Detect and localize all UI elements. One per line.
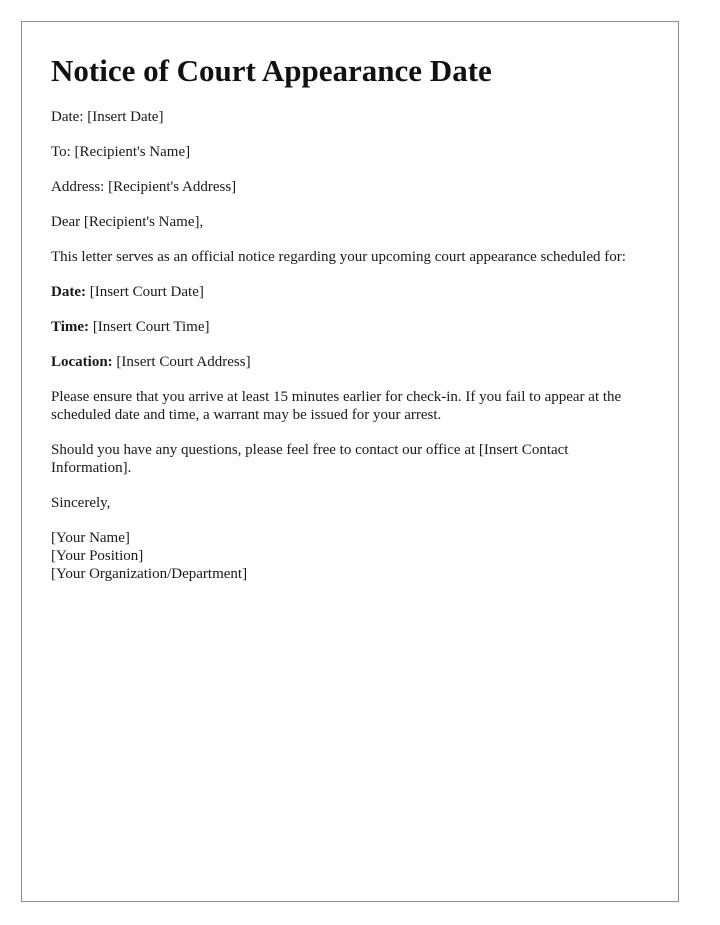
letter-title: Notice of Court Appearance Date	[51, 53, 492, 88]
signature-organization: [Your Organization/Department]	[51, 566, 248, 582]
court-location-value: [Insert Court Address]	[112, 354, 251, 370]
court-time-label: Time:	[51, 319, 90, 335]
date-line: Date: [Insert Date]	[51, 109, 164, 125]
signature-name: [Your Name]	[51, 530, 130, 546]
to-line: To: [Recipient's Name]	[51, 144, 191, 160]
instructions-paragraph: Please ensure that you arrive at least 15 minutes earlier for check-in. If you fail to appear at the scheduled date and time, a warrant may be issued for your arrest.	[51, 389, 622, 423]
court-date-line	[51, 283, 651, 301]
letter-content	[51, 52, 651, 583]
court-location-label: Location:	[51, 354, 113, 370]
court-location-line	[51, 353, 651, 371]
letter-page	[21, 21, 679, 902]
questions-paragraph: Should you have any questions, please feel free to contact our office at [Insert Contact Information].	[51, 442, 569, 476]
address-line: Address: [Recipient's Address]	[51, 179, 237, 195]
court-time-line	[51, 318, 651, 336]
intro-paragraph: This letter serves as an official notice regarding your upcoming court appearance scheduled for:	[51, 249, 626, 265]
salutation: Dear [Recipient's Name],	[51, 214, 204, 230]
signature-position: [Your Position]	[51, 548, 144, 564]
court-time-value: [Insert Court Time]	[89, 319, 210, 335]
court-date-label: Date:	[51, 284, 86, 300]
court-date-value: [Insert Court Date]	[85, 284, 204, 300]
closing: Sincerely,	[51, 495, 111, 511]
signature-block	[51, 529, 651, 583]
